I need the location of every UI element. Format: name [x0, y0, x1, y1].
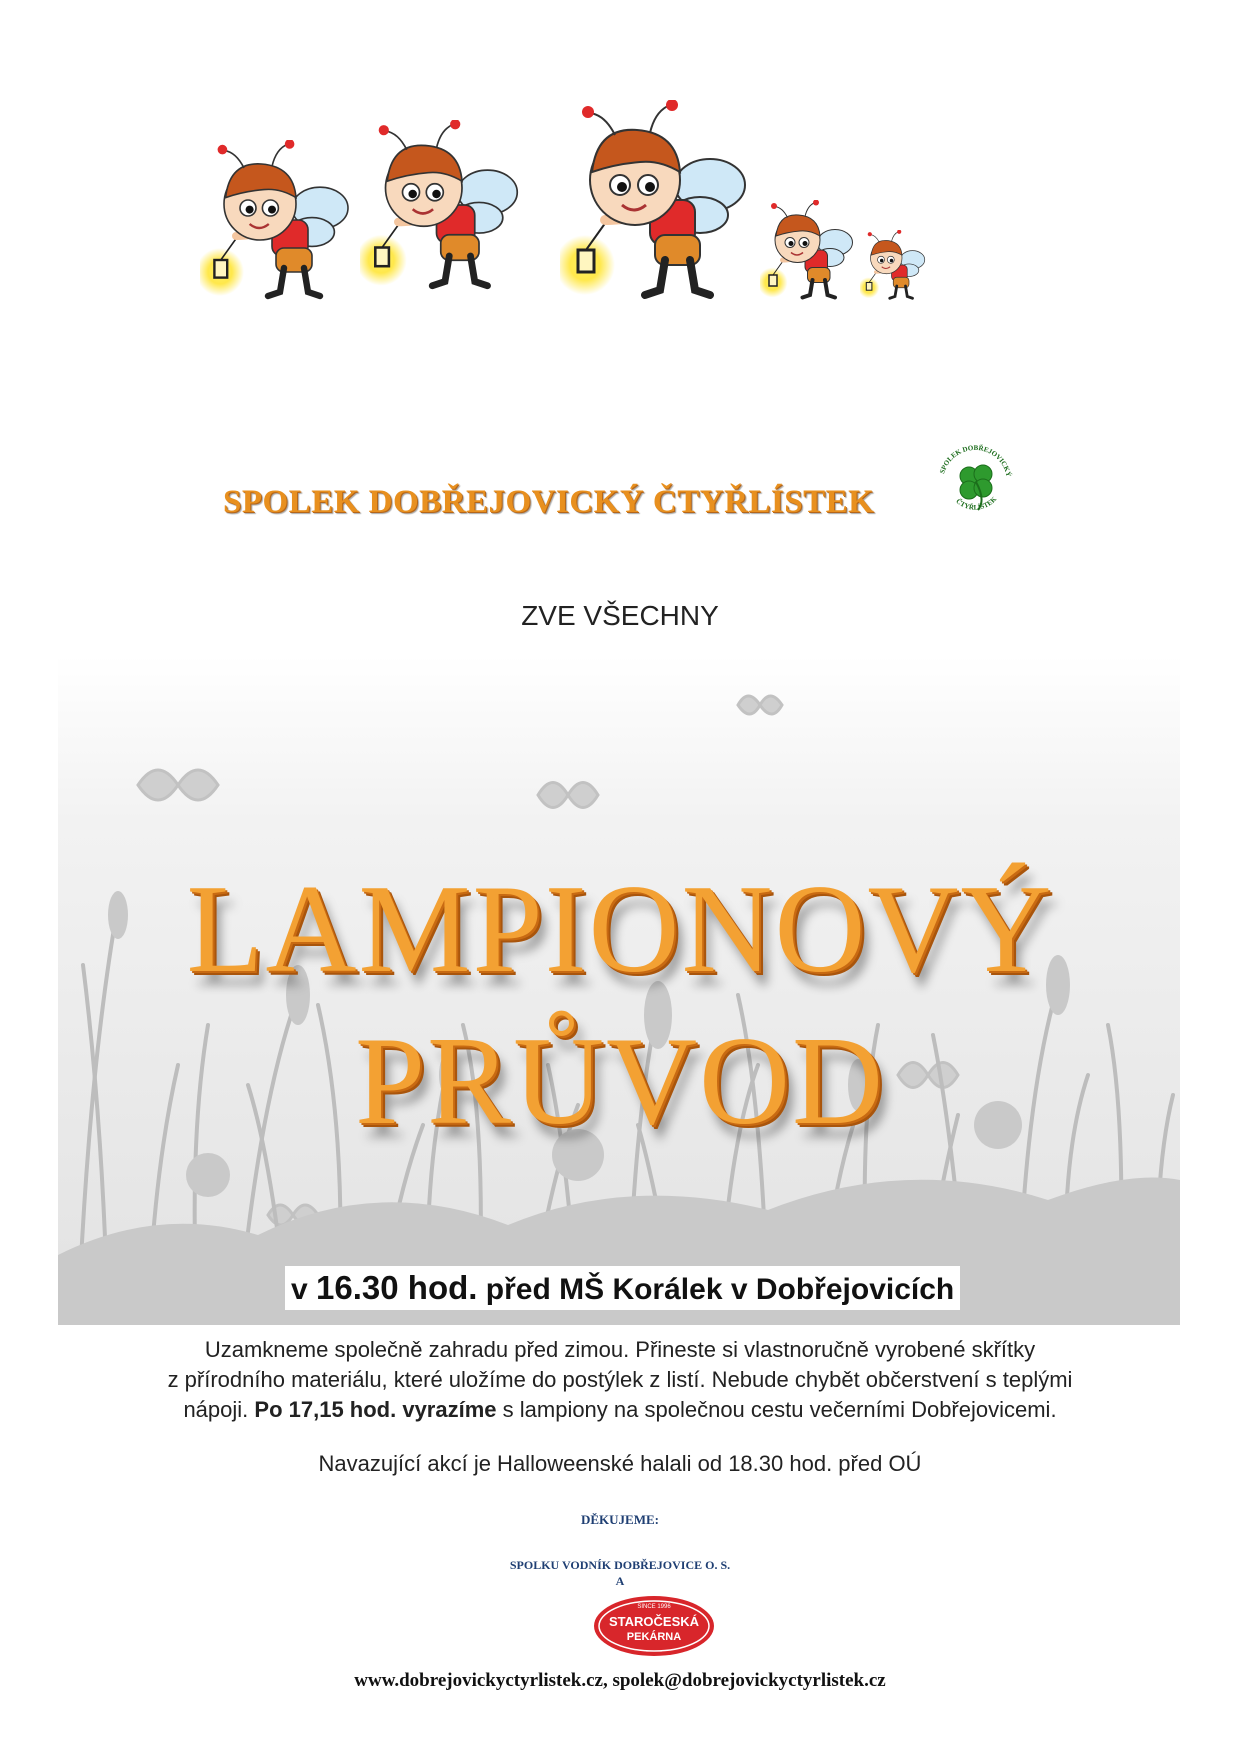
firefly-children-with-lanterns-icon	[0, 0, 1240, 420]
desc-line-1: Uzamkneme společně zahradu před zimou. Přineste si vlastnoručně vyrobené skřítky	[204, 1337, 1036, 1362]
bakery-logo-icon	[592, 1594, 716, 1658]
svg-text:ČTYŘLÍSTEK	[954, 495, 998, 512]
bakery-line-2: PEKÁRNA	[626, 1631, 682, 1643]
when-prefix: v	[291, 1273, 308, 1306]
contact-footer: www.dobrejovickyctyrlistek.cz, spolek@dobrejovickyctyrlistek.cz	[354, 1670, 886, 1691]
logo-text-top: SPOLEK DOBŘEJOVICKÝ	[938, 443, 1013, 478]
invite-line: ZVE VŠECHNY	[521, 600, 719, 631]
bakery-top: SINCE 1996	[637, 1604, 671, 1610]
event-description	[120, 1335, 1120, 1425]
sponsor-1: SPOLKU VODNÍK DOBŘEJOVICE O. S.	[509, 1558, 731, 1572]
when-time: 16.30 hod.	[316, 1269, 478, 1306]
logo-text-bottom: ČTYŘLÍSTEK	[954, 495, 999, 512]
desc-line-2: z přírodního materiálu, které uložíme do postýlek z listí. Nebude chybět občerstvení s teplými	[167, 1367, 1073, 1392]
desc-line-3	[120, 1395, 1120, 1425]
thanks-heading: DĚKUJEME:	[581, 1512, 659, 1527]
desc-3a: nápoji.	[183, 1397, 249, 1422]
title-line-1: LAMPIONOVÝ	[186, 860, 1054, 999]
bakery-line-1: STAROČESKÁ	[608, 1614, 700, 1629]
title-line-2: PRŮVOD	[354, 1012, 886, 1151]
organization-name: SPOLEK DOBŘEJOVICKÝ ČTYŘLÍSTEK	[223, 484, 875, 520]
desc-3b: Po 17,15 hod. vyrazíme	[254, 1397, 497, 1422]
event-time-place	[285, 1266, 960, 1310]
follow-up-event: Navazující akcí je Halloweenské halali od 18.30 hod. před OÚ	[318, 1451, 922, 1476]
when-place: před MŠ Korálek v Dobřejovicích	[485, 1273, 955, 1306]
four-leaf-clover-icon	[935, 440, 1015, 520]
and-label: A	[615, 1574, 625, 1588]
desc-3c: s lampiony na společnou cestu večerními Dobřejovicemi.	[502, 1397, 1057, 1422]
